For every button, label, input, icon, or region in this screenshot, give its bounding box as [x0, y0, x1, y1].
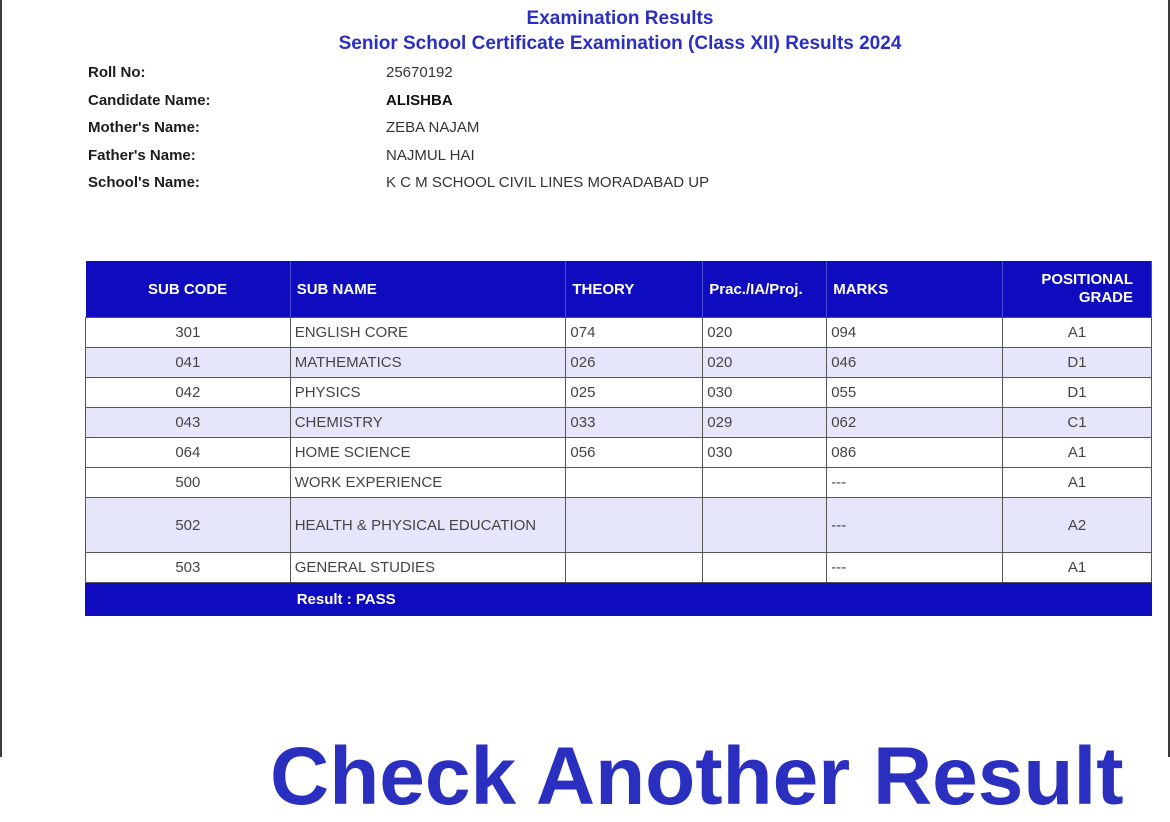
table-row — [86, 468, 1152, 498]
sub-code-cell: 043 — [86, 408, 291, 438]
sub-name-cell: HOME SCIENCE — [290, 438, 566, 468]
marks-cell: --- — [827, 468, 1003, 498]
practical-cell: 029 — [703, 408, 827, 438]
table-row — [86, 553, 1152, 583]
practical-cell — [703, 468, 827, 498]
table-row — [86, 348, 1152, 378]
exam-subtitle: Senior School Certificate Examination (Class XII) Results 2024 — [338, 33, 902, 54]
result-spacer — [86, 583, 291, 616]
marks-cell: --- — [827, 553, 1003, 583]
roll-no-value: 25670192 — [386, 64, 453, 81]
practical-cell: 030 — [703, 378, 827, 408]
grade-cell: A1 — [1003, 318, 1152, 348]
result-status: Result : PASS — [290, 583, 1151, 616]
results-table — [85, 261, 1152, 616]
sub-name-cell: ENGLISH CORE — [290, 318, 566, 348]
practical-cell — [703, 498, 827, 553]
table-row — [86, 378, 1152, 408]
theory-cell — [566, 553, 703, 583]
table-row — [86, 318, 1152, 348]
sub-name-cell: GENERAL STUDIES — [290, 553, 566, 583]
grade-cell: A1 — [1003, 468, 1152, 498]
theory-cell: 026 — [566, 348, 703, 378]
table-row — [86, 438, 1152, 468]
marks-cell: 094 — [827, 318, 1003, 348]
father-name-label: Father's Name: — [88, 146, 196, 164]
grade-cell: A2 — [1003, 498, 1152, 553]
sub-code-cell: 301 — [86, 318, 291, 348]
theory-cell: 056 — [566, 438, 703, 468]
marks-cell: 062 — [827, 408, 1003, 438]
grade-cell: C1 — [1003, 408, 1152, 438]
father-name-value: NAJMUL HAI — [386, 146, 475, 164]
practical-cell: 020 — [703, 348, 827, 378]
mother-name-label: Mother's Name: — [88, 119, 200, 136]
theory-cell — [566, 468, 703, 498]
grade-cell: A1 — [1003, 553, 1152, 583]
practical-cell: 020 — [703, 318, 827, 348]
header-theory: THEORY — [566, 261, 703, 318]
grade-cell: D1 — [1003, 378, 1152, 408]
marks-cell: 055 — [827, 378, 1003, 408]
candidate-name-label: Candidate Name: — [88, 91, 211, 109]
result-row — [86, 583, 1152, 616]
theory-cell: 033 — [566, 408, 703, 438]
theory-cell — [566, 498, 703, 553]
header-practical: Prac./IA/Proj. — [703, 261, 827, 318]
sub-code-cell: 042 — [86, 378, 291, 408]
candidate-name-value: ALISHBA — [386, 91, 453, 109]
sub-code-cell: 502 — [86, 498, 291, 553]
page-title: Examination Results — [526, 8, 714, 29]
marks-cell: --- — [827, 498, 1003, 553]
sub-code-cell: 041 — [86, 348, 291, 378]
school-name-label: School's Name: — [88, 174, 200, 191]
roll-no-label: Roll No: — [88, 64, 146, 81]
sub-code-cell: 500 — [86, 468, 291, 498]
theory-cell: 025 — [566, 378, 703, 408]
table-row — [86, 408, 1152, 438]
mother-name-value: ZEBA NAJAM — [386, 119, 480, 136]
marks-cell: 086 — [827, 438, 1003, 468]
header-sub-code: SUB CODE — [86, 261, 291, 318]
practical-cell: 030 — [703, 438, 827, 468]
marks-cell: 046 — [827, 348, 1003, 378]
sub-name-cell: PHYSICS — [290, 378, 566, 408]
sub-name-cell: MATHEMATICS — [290, 348, 566, 378]
grade-cell: A1 — [1003, 438, 1152, 468]
sub-code-cell: 503 — [86, 553, 291, 583]
school-name-value: K C M SCHOOL CIVIL LINES MORADABAD UP — [386, 174, 710, 191]
practical-cell — [703, 553, 827, 583]
header-sub-name: SUB NAME — [290, 261, 566, 318]
sub-code-cell: 064 — [86, 438, 291, 468]
sub-name-cell: CHEMISTRY — [290, 408, 566, 438]
theory-cell: 074 — [566, 318, 703, 348]
table-header-row — [86, 261, 1152, 318]
header-marks: MARKS — [827, 261, 1003, 318]
left-border — [0, 0, 2, 757]
table-row — [86, 498, 1152, 553]
sub-name-cell: WORK EXPERIENCE — [290, 468, 566, 498]
header-positional-grade: POSITIONAL GRADE — [1003, 261, 1152, 318]
sub-name-cell: HEALTH & PHYSICAL EDUCATION — [290, 498, 566, 553]
page-heading — [0, 6, 1170, 56]
check-another-result-button[interactable]: Check Another Result — [270, 731, 1124, 822]
grade-cell: D1 — [1003, 348, 1152, 378]
